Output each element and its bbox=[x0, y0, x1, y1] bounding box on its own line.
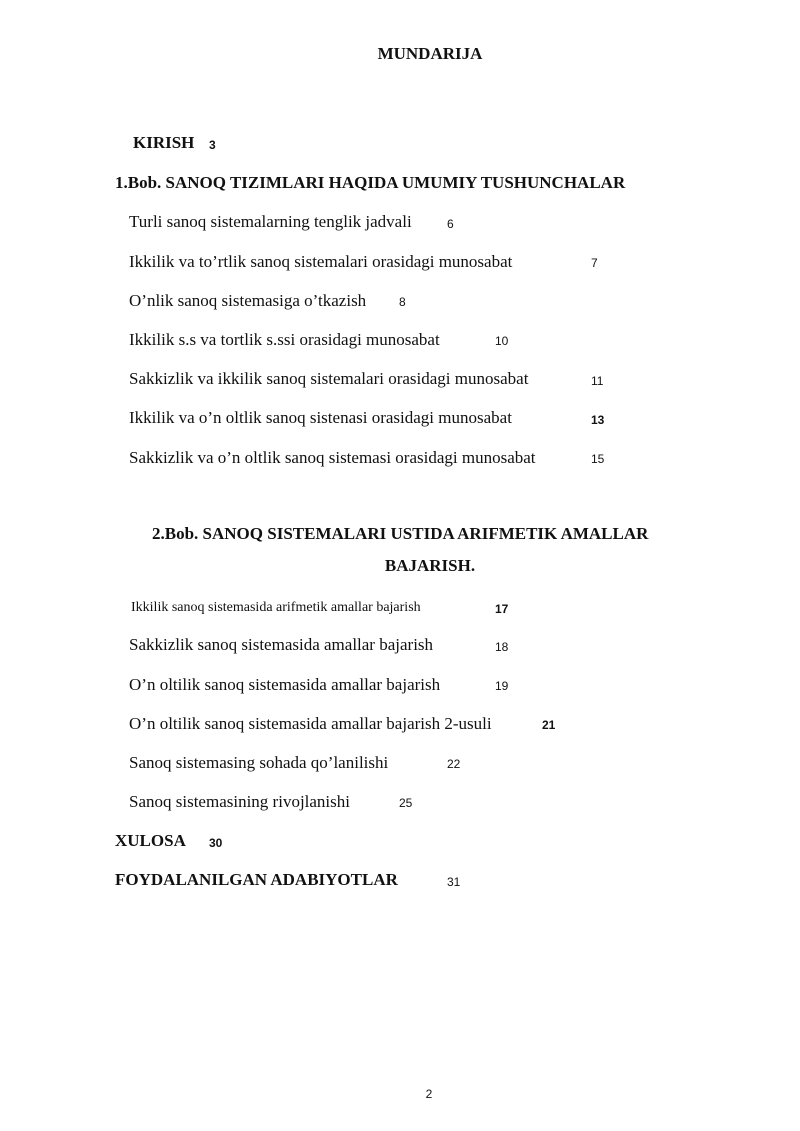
toc-entry-label: Sakkizlik va o’n oltlik sanoq sistemasi orasidagi munosabat bbox=[129, 448, 536, 467]
toc-entry-label: Ikkilik sanoq sistemasida arifmetik amallar bajarish bbox=[131, 600, 421, 615]
toc-entry-label: Ikkilik va to’rtlik sanoq sistemalari orasidagi munosabat bbox=[129, 252, 513, 271]
toc-entry-label: Sakkizlik va ikkilik sanoq sistemalari orasidagi munosabat bbox=[129, 369, 529, 388]
toc-entry-label: KIRISH bbox=[133, 133, 195, 152]
page-number: 2 bbox=[425, 1087, 433, 1101]
toc-entry-page: 25 bbox=[399, 796, 413, 810]
toc-entry-label: Sanoq sistemasing sohada qo’lanilishi bbox=[129, 753, 389, 772]
toc-title: MUNDARIJA bbox=[377, 44, 483, 63]
chapter1-heading: 1.Bob. SANOQ TIZIMLARI HAQIDA UMUMIY TUSHUNCHALAR bbox=[115, 173, 626, 192]
toc-entry-page: 3 bbox=[209, 138, 216, 152]
toc-entry-label: Sakkizlik sanoq sistemasida amallar bajarish bbox=[129, 635, 434, 654]
toc-entry-label: Sanoq sistemasining rivojlanishi bbox=[129, 792, 350, 811]
toc-entry-page: 18 bbox=[495, 640, 509, 654]
toc-entry-page: 31 bbox=[447, 875, 461, 889]
toc-entry-page: 11 bbox=[591, 374, 604, 388]
toc-entry-label: O’nlik sanoq sistemasiga o’tkazish bbox=[129, 291, 367, 310]
toc-entry-page: 7 bbox=[591, 256, 598, 270]
toc-entry-label: Ikkilik s.s va tortlik s.ssi orasidagi munosabat bbox=[129, 330, 440, 349]
toc-entry-page: 21 bbox=[542, 718, 556, 732]
toc-entry-page: 13 bbox=[591, 413, 605, 427]
toc-entry-label: Turli sanoq sistemalarning tenglik jadvali bbox=[129, 212, 412, 231]
toc-entry-page: 17 bbox=[495, 602, 509, 616]
toc-entry-label: Ikkilik va o’n oltlik sanoq sistenasi orasidagi munosabat bbox=[129, 408, 512, 427]
toc-entry-label: XULOSA bbox=[115, 831, 186, 850]
toc-entry-label: O’n oltilik sanoq sistemasida amallar bajarish bbox=[129, 675, 441, 694]
chapter2-heading-line2: BAJARISH. bbox=[384, 556, 476, 575]
toc-entry-label: FOYDALANILGAN ADABIYOTLAR bbox=[115, 870, 398, 889]
toc-entry-page: 8 bbox=[399, 295, 406, 309]
toc-entry-page: 19 bbox=[495, 679, 509, 693]
toc-entry-page: 10 bbox=[495, 334, 509, 348]
toc-entry-page: 15 bbox=[591, 452, 605, 466]
toc-entry-page: 22 bbox=[447, 757, 461, 771]
chapter2-heading-line1: 2.Bob. SANOQ SISTEMALARI USTIDA ARIFMETIK AMALLAR bbox=[152, 524, 649, 543]
toc-entry-page: 6 bbox=[447, 217, 454, 231]
toc-entry-page: 30 bbox=[209, 836, 223, 850]
toc-entry-label: O’n oltilik sanoq sistemasida amallar bajarish 2-usuli bbox=[129, 714, 492, 733]
